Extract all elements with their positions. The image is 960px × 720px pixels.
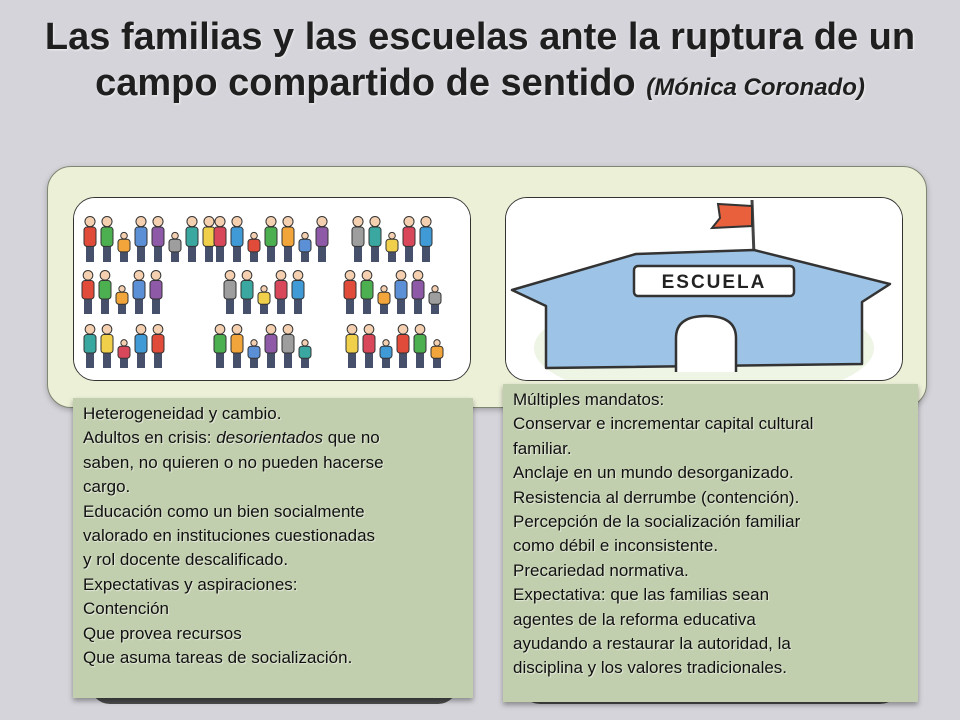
- slide-title: [0, 14, 960, 111]
- families-text-line: [83, 622, 463, 646]
- text-segment: Que asuma tareas de socialización.: [83, 648, 353, 668]
- schools-text-line: Múltiples mandatos:: [513, 390, 665, 409]
- schools-text-line: familiar.: [513, 438, 572, 458]
- families-text-line: [83, 426, 463, 450]
- emphasis-text: desorientados: [216, 428, 324, 448]
- school-illustration: [505, 197, 903, 381]
- slide-title-author: (Mónica Coronado): [646, 74, 865, 101]
- text-segment: saben, no quieren o no pueden hacerse: [83, 452, 384, 472]
- text-segment: que no: [323, 428, 380, 448]
- text-segment: Heterogeneidad y cambio.: [83, 404, 282, 423]
- schools-text-line: Conservar e incrementar capital cultural: [513, 414, 814, 434]
- families-text-line: [83, 524, 463, 548]
- schools-text-line: agentes de la reforma educativa: [513, 609, 756, 629]
- schools-text-line: ayudando a restaurar la autoridad, la: [513, 634, 791, 654]
- families-text-line: [83, 402, 463, 426]
- text-segment: Expectativas y aspiraciones:: [83, 574, 298, 594]
- text-segment: Que provea recursos: [83, 623, 242, 643]
- families-illustration: [73, 197, 471, 381]
- families-text-line: [83, 451, 463, 475]
- schools-text-line: como débil e inconsistente.: [513, 536, 719, 556]
- families-text-line: [83, 646, 463, 670]
- families-text-line: [83, 597, 463, 621]
- text-segment: Educación como un bien socialmente: [83, 501, 365, 521]
- text-segment: y rol docente descalificado.: [83, 550, 289, 570]
- text-segment: valorado en instituciones cuestionadas: [83, 526, 376, 546]
- school-clipart: [506, 198, 902, 380]
- slide-title-main: Las familias y las escuelas ante la ruptura de un campo compartido de sentido: [44, 16, 916, 104]
- families-text-line: [83, 500, 463, 524]
- families-clipart: [74, 198, 470, 380]
- text-segment: cargo.: [83, 477, 131, 497]
- families-text-line: [83, 548, 463, 572]
- schools-text-line: Resistencia al derrumbe (contención).: [513, 487, 800, 507]
- families-text-line: [83, 475, 463, 499]
- schools-text-line: disciplina y los valores tradicionales.: [513, 658, 788, 678]
- text-segment: Contención: [83, 599, 170, 619]
- families-description: [73, 398, 473, 698]
- school-sign-text: ESCUELA: [661, 272, 767, 293]
- schools-text-line: Expectativa: que las familias sean: [513, 585, 770, 605]
- text-segment: Adultos en crisis:: [83, 428, 217, 448]
- schools-description: [503, 384, 918, 702]
- families-text-line: [83, 573, 463, 597]
- schools-text-line: Percepción de la socialización familiar: [513, 512, 801, 532]
- schools-text-line: Precariedad normativa.: [513, 560, 689, 580]
- schools-text-line: Anclaje en un mundo desorganizado.: [513, 463, 794, 483]
